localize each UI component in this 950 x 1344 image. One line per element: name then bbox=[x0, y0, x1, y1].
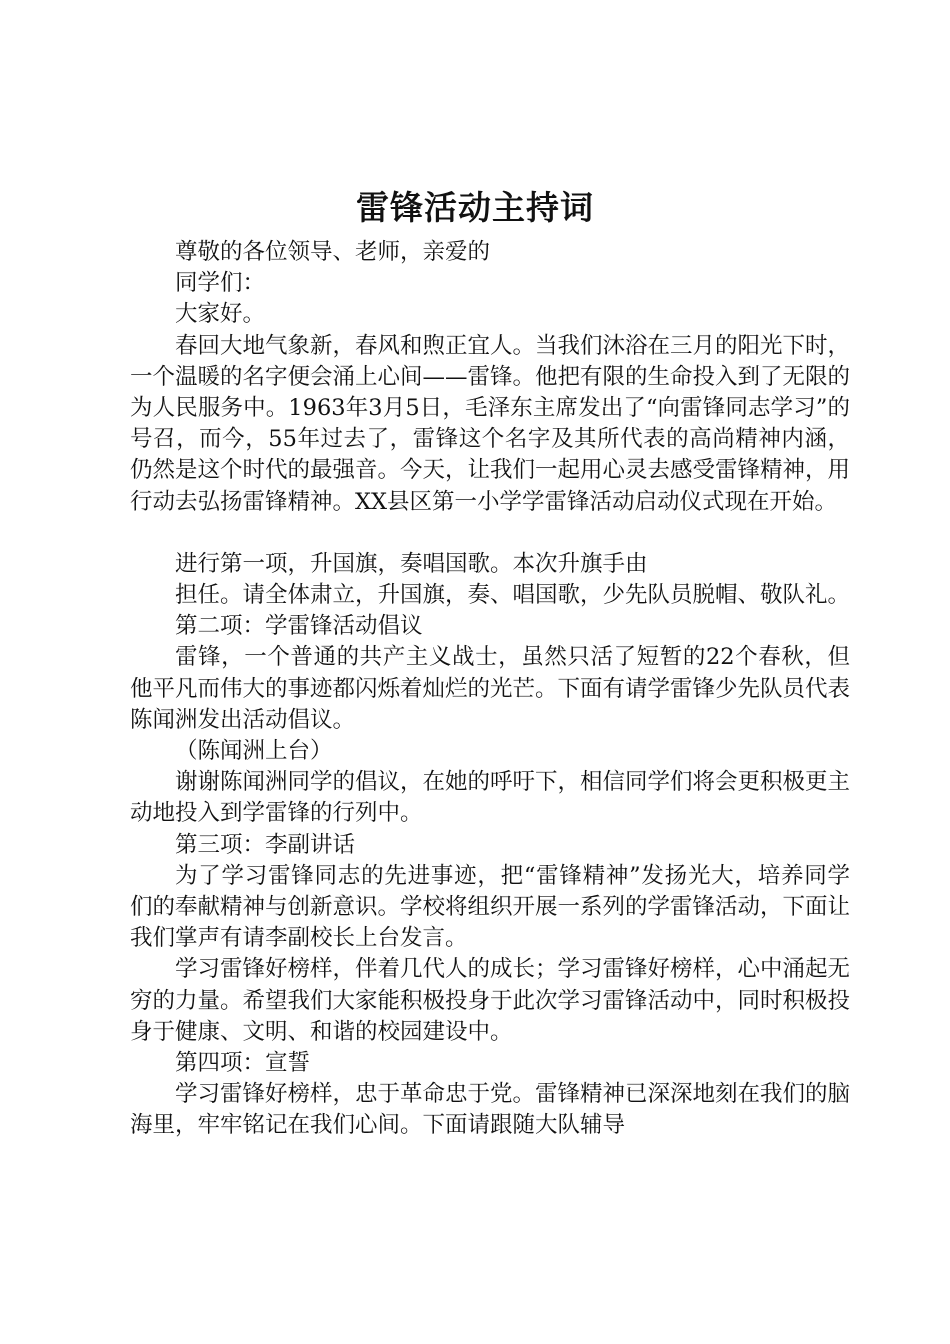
stage-direction: （陈闻洲上台） bbox=[175, 738, 333, 765]
greeting-line: 尊敬的各位领导、老师，亲爱的 bbox=[175, 239, 491, 265]
thanks-paragraph: 谢谢陈闻洲同学的倡议，在她的呼吁下，相信同学们将会更积极更主动地投入到学雷锋的行列中。 bbox=[130, 769, 851, 827]
item-four-paragraph: 学习雷锋好榜样，忠于革命忠于党。雷锋精神已深深地刻在我们的脑海里，牢牢铭记在我们心间。下面请跟随大队辅导 bbox=[130, 1081, 851, 1139]
opening-paragraph: 春回大地气象新，春风和煦正宜人。当我们沐浴在三月的阳光下时，一个温暖的名字便会涌上心间——雷锋。他把有限的生命投入到了无限的为人民服务中。1963年3月5日，毛泽东主席发出了“向雷锋同志学习”的号召，而今，55年过去了，雷锋这个名字及其所代表的高尚精神内涵，仍然是这个时代的最强音。今天，让我们一起用心灵去感受雷锋精神，用行动去弘扬雷锋精神。XX县区第一小学学雷锋活动启动仪式现在开始。 bbox=[130, 332, 851, 515]
document-title: 雷锋活动主持词 bbox=[356, 188, 594, 227]
item-one-instructions: 担任。请全体肃立，升国旗，奏、唱国歌，少先队员脱帽、敬队礼。 bbox=[175, 582, 851, 609]
item-three-paragraph: 为了学习雷锋同志的先进事迹，把“雷锋精神”发扬光大，培养同学们的奉献精神与创新意识。学校将组织开展一系列的学雷锋活动，下面让我们掌声有请李副校长上台发言。 bbox=[130, 862, 851, 952]
greeting-line-continued: 同学们： bbox=[175, 270, 266, 297]
item-two-paragraph: 雷锋，一个普通的共产主义战士，虽然只活了短暂的22个春秋，但他平凡而伟大的事迹都闪烁着灿烂的光芒。下面有请学雷锋少先队员代表陈闻洲发出活动倡议。 bbox=[130, 644, 851, 733]
salutation: 大家好。 bbox=[175, 301, 266, 328]
item-four-heading: 第四项：宣誓 bbox=[175, 1050, 311, 1077]
item-three-heading: 第三项：李副讲话 bbox=[175, 831, 356, 858]
item-two-heading: 第二项：学雷锋活动倡议 bbox=[175, 613, 423, 640]
item-one-paragraph: 进行第一项，升国旗，奏唱国歌。本次升旗手由 bbox=[175, 550, 648, 577]
document-body bbox=[130, 237, 850, 1142]
song-paragraph: 学习雷锋好榜样，伴着几代人的成长；学习雷锋好榜样，心中涌起无穷的力量。希望我们大家能积极投身于此次学习雷锋活动中，同时积极投身于健康、文明、和谐的校园建设中。 bbox=[130, 956, 851, 1045]
